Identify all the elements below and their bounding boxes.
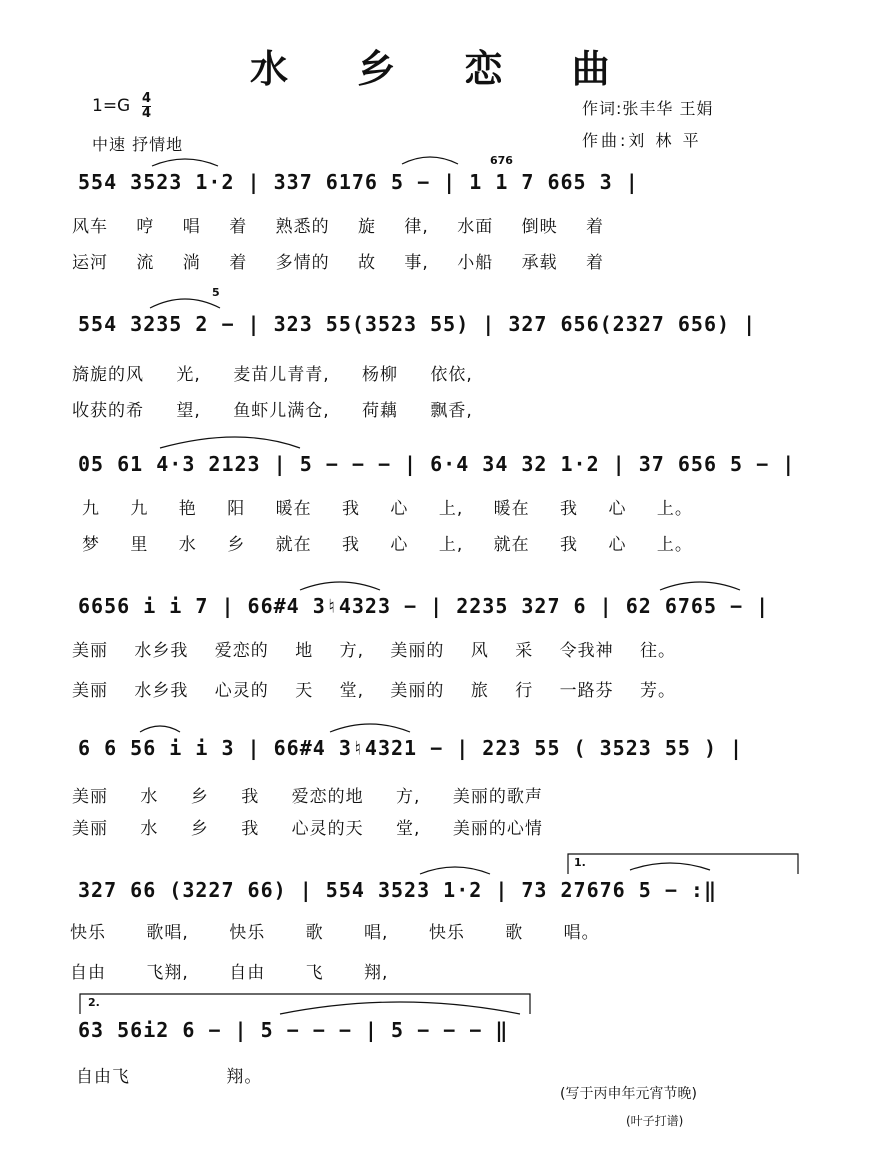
notation-line-1: 554 3523 1·2 | 337 6176 5 − | 1 1 7 665 3 | <box>78 170 639 194</box>
lyrics-line-7-verse-1: 自由飞 翔。 <box>76 1067 263 1087</box>
lyrics-line-6-verse-2: 自由 飞翔, 自由 飞 翔, <box>70 963 389 983</box>
notation-line-3: 05 61 4·3 2123 | 5 − − − | 6·4 34 32 1·2 | 37 656 5 − | <box>78 452 796 476</box>
time-sig-top: 4 <box>142 91 152 106</box>
lyrics-line-6-verse-1: 快乐 歌唱, 快乐 歌 唱, 快乐 歌 唱。 <box>70 923 600 943</box>
lyrics-line-1-verse-2: 运河 流 淌 着 多情的 故 事, 小船 承载 着 <box>72 253 605 273</box>
volta-1-label: 1. <box>574 856 586 869</box>
lyrics-line-3-verse-1: 九 九 艳 阳 暖在 我 心 上, 暖在 我 心 上。 <box>82 499 693 519</box>
key-signature: 1=G <box>92 96 131 116</box>
slur-10 <box>630 863 710 870</box>
notation-line-7: 63 56i2 6 − | 5 − − − | 5 − − − ‖ <box>78 1018 509 1042</box>
lyricist-credit: 作词:张丰华 王娟 <box>582 99 714 118</box>
slur-3 <box>150 299 220 308</box>
lyrics-line-5-verse-2: 美丽 水 乡 我 心灵的天 堂, 美丽的心情 <box>72 819 543 839</box>
time-sig-bottom: 4 <box>142 106 152 121</box>
grace-notes-1: 676 <box>490 154 513 167</box>
notation-line-5: 6 6 56 i i 3 | 66#4 3♮4321 − | 223 55 ( 3523 55 ) | <box>78 736 744 760</box>
slur-7 <box>330 724 410 732</box>
composition-note: (写于丙申年元宵节晚) <box>560 1086 697 1102</box>
notation-line-4: 6656 i i 7 | 66#4 3♮4323 − | 2235 327 6 | 62 6765 − | <box>78 594 770 618</box>
volta-2-label: 2. <box>88 996 100 1009</box>
slur-9 <box>420 867 490 874</box>
lyrics-line-4-verse-1: 美丽 水乡我 爱恋的 地 方, 美丽的 风 采 令我神 往。 <box>72 641 677 661</box>
grace-notes-2: 5 <box>212 286 220 299</box>
slur-5 <box>300 582 380 590</box>
slur-1 <box>152 159 218 166</box>
lyrics-line-4-verse-2: 美丽 水乡我 心灵的 天 堂, 美丽的 旅 行 一路芬 芳。 <box>72 681 677 701</box>
song-title: 水 乡 恋 曲 <box>250 46 638 91</box>
notation-line-2: 554 3235 2 − | 323 55(3523 55) | 327 656(2327 656) | <box>78 312 757 336</box>
slur-8 <box>140 726 180 732</box>
slur-11 <box>280 1002 520 1014</box>
lyrics-line-5-verse-1: 美丽 水 乡 我 爱恋的地 方, 美丽的歌声 <box>72 787 543 807</box>
slur-2 <box>402 157 458 164</box>
composer-credit: 作曲:刘 林 平 <box>582 131 702 150</box>
slur-4 <box>160 437 300 448</box>
lyrics-line-1-verse-1: 风车 哼 唱 着 熟悉的 旋 律, 水面 倒映 着 <box>72 217 605 237</box>
lyrics-line-2-verse-1: 旖旎的风 光, 麦苗儿青青, 杨柳 依依, <box>72 365 473 385</box>
lyrics-line-2-verse-2: 收获的希 望, 鱼虾儿满仓, 荷藕 飘香, <box>72 401 473 421</box>
tempo-marking: 中速 抒情地 <box>92 135 184 154</box>
lyrics-line-3-verse-2: 梦 里 水 乡 就在 我 心 上, 就在 我 心 上。 <box>82 535 693 555</box>
notation-line-6: 327 66 (3227 66) | 554 3523 1·2 | 73 27676 5 − :‖ <box>78 878 718 902</box>
volta-2-bracket <box>80 994 530 1014</box>
slur-6 <box>660 582 740 590</box>
transcriber-note: (叶子打谱) <box>626 1114 684 1128</box>
